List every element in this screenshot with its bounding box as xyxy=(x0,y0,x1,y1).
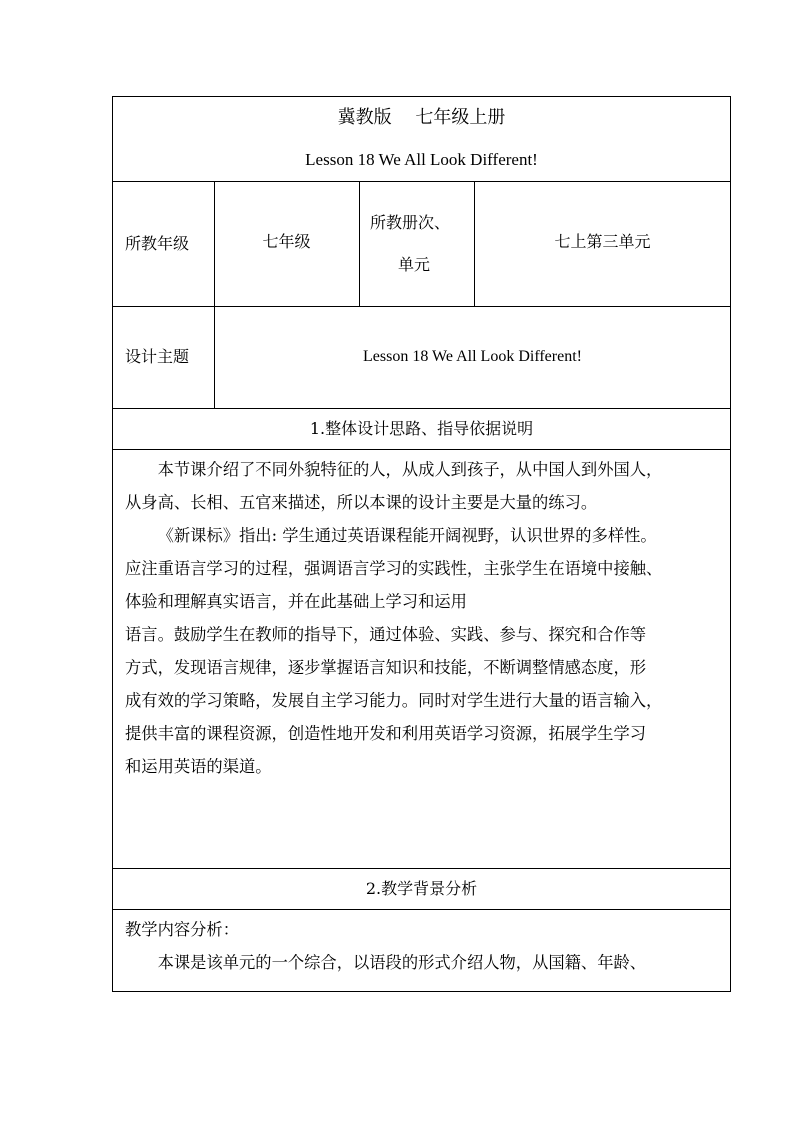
theme-value xyxy=(214,306,731,408)
theme-label-text: 设计主题 xyxy=(125,347,190,366)
volume-value xyxy=(474,181,731,306)
edition-text: 冀教版 七年级上册 xyxy=(337,107,506,128)
section1-line: 从身高、长相、五官来描述，所以本课的设计主要是大量的练习。 xyxy=(125,493,598,512)
lesson-plan-table xyxy=(112,96,731,992)
grade-label xyxy=(125,181,215,306)
section1-line: 成有效的学习策略，发展自主学习能力。同时对学生进行大量的语言输入， xyxy=(125,691,663,710)
section1-heading xyxy=(113,408,730,449)
theme-value-text: Lesson 18 We All Look Different! xyxy=(363,348,582,365)
volume-label-line2: 单元 xyxy=(398,254,431,274)
volume-label-line1: 所教册次、 xyxy=(370,212,451,232)
divider xyxy=(359,181,360,306)
section2-body xyxy=(125,913,723,979)
section2-heading-text: 2.教学背景分析 xyxy=(365,878,478,898)
section1-heading-text: 1.整体设计思路、指导依据说明 xyxy=(309,418,534,438)
section1-line: 方式，发现语言规律，逐步掌握语言知识和技能，不断调整情感态度，形 xyxy=(125,658,647,677)
section1-line: 和运用英语的渠道。 xyxy=(125,757,272,776)
grade-label-text: 所教年级 xyxy=(125,233,190,253)
section2-heading xyxy=(113,868,730,909)
section1-line: 语言。鼓励学生在教师的指导下，通过体验、实践、参与、探究和合作等 xyxy=(125,625,647,644)
grade-value-text: 七年级 xyxy=(262,231,311,251)
section1-line: 《新课标》指出: 学生通过英语课程能开阔视野，认识世界的多样性。 xyxy=(157,526,657,545)
volume-value-text: 七上第三单元 xyxy=(554,231,651,251)
section2-line: 本课是该单元的一个综合，以语段的形式介绍人物，从国籍、年龄、 xyxy=(157,953,647,972)
grade-value xyxy=(214,181,359,306)
volume-label xyxy=(370,181,474,306)
section2-subheading: 教学内容分析： xyxy=(125,920,239,939)
divider xyxy=(113,909,730,910)
edition-line xyxy=(113,97,730,139)
section1-line: 本节课介绍了不同外貌特征的人，从成人到孩子，从中国人到外国人， xyxy=(157,460,663,479)
section1-paragraph xyxy=(125,453,723,783)
lesson-title-text: Lesson 18 We All Look Different! xyxy=(305,150,538,169)
lesson-title xyxy=(113,139,730,181)
divider xyxy=(113,449,730,450)
section1-line: 提供丰富的课程资源，创造性地开发和利用英语学习资源，拓展学生学习 xyxy=(125,724,647,743)
section1-line: 体验和理解真实语言，并在此基础上学习和运用 xyxy=(125,592,467,611)
theme-label xyxy=(125,306,215,408)
section1-line: 应注重语言学习的过程，强调语言学习的实践性，主张学生在语境中接触、 xyxy=(125,559,663,578)
